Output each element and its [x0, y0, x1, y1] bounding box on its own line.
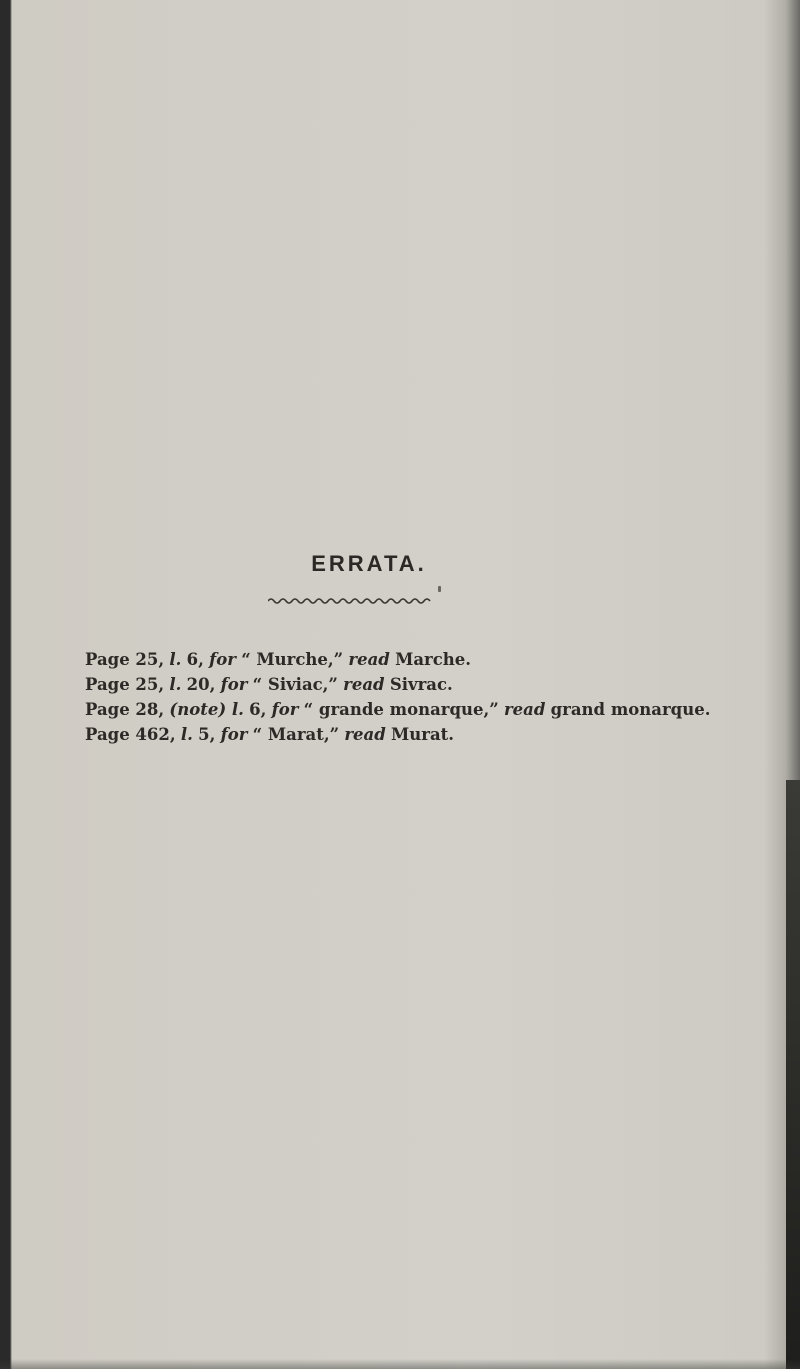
errata-for-word: for: [209, 650, 236, 669]
wavy-rule-ornament: [268, 596, 434, 606]
errata-line-mark: (note) l.: [169, 700, 244, 719]
errata-read-word: read: [348, 650, 390, 669]
errata-read-word: read: [344, 725, 386, 744]
errata-wrong-text: “ Murche,”: [241, 650, 344, 669]
errata-wrong-text: “ Marat,”: [252, 725, 340, 744]
errata-line-number: 5,: [198, 725, 216, 744]
errata-line-3: [85, 697, 745, 722]
errata-correct-text: grand monarque.: [550, 700, 711, 719]
errata-read-word: read: [503, 700, 546, 719]
errata-line-2: [85, 672, 745, 697]
errata-for-word: for: [220, 675, 248, 694]
errata-correct-text: Marche.: [395, 650, 472, 669]
ink-speck: [438, 586, 441, 592]
errata-line-mark: l.: [169, 650, 182, 669]
errata-heading: ERRATA.: [311, 551, 427, 576]
errata-line-number: 20,: [186, 675, 216, 694]
errata-line-1: [85, 647, 745, 672]
errata-page-ref: Page 25,: [85, 675, 165, 694]
errata-wrong-text: “ grande monarque,”: [303, 700, 499, 719]
errata-line-4: [85, 722, 745, 747]
errata-for-word: for: [271, 700, 299, 719]
errata-read-word: read: [343, 675, 385, 694]
errata-for-word: for: [220, 725, 248, 744]
errata-line-number: 6,: [186, 650, 204, 669]
errata-correct-text: Sivrac.: [389, 675, 453, 694]
page-edge-dark: [786, 780, 800, 1369]
errata-page-ref: Page 28,: [85, 700, 165, 719]
errata-list: [85, 647, 745, 747]
errata-correct-text: Murat.: [391, 725, 455, 744]
errata-page-ref: Page 462,: [85, 725, 176, 744]
errata-wrong-text: “ Siviac,”: [252, 675, 338, 694]
errata-page-ref: Page 25,: [85, 650, 165, 669]
errata-line-number: 6,: [249, 700, 267, 719]
errata-line-mark: l.: [180, 725, 193, 744]
page-bottom-shadow: [0, 1359, 800, 1369]
errata-line-mark: l.: [169, 675, 182, 694]
